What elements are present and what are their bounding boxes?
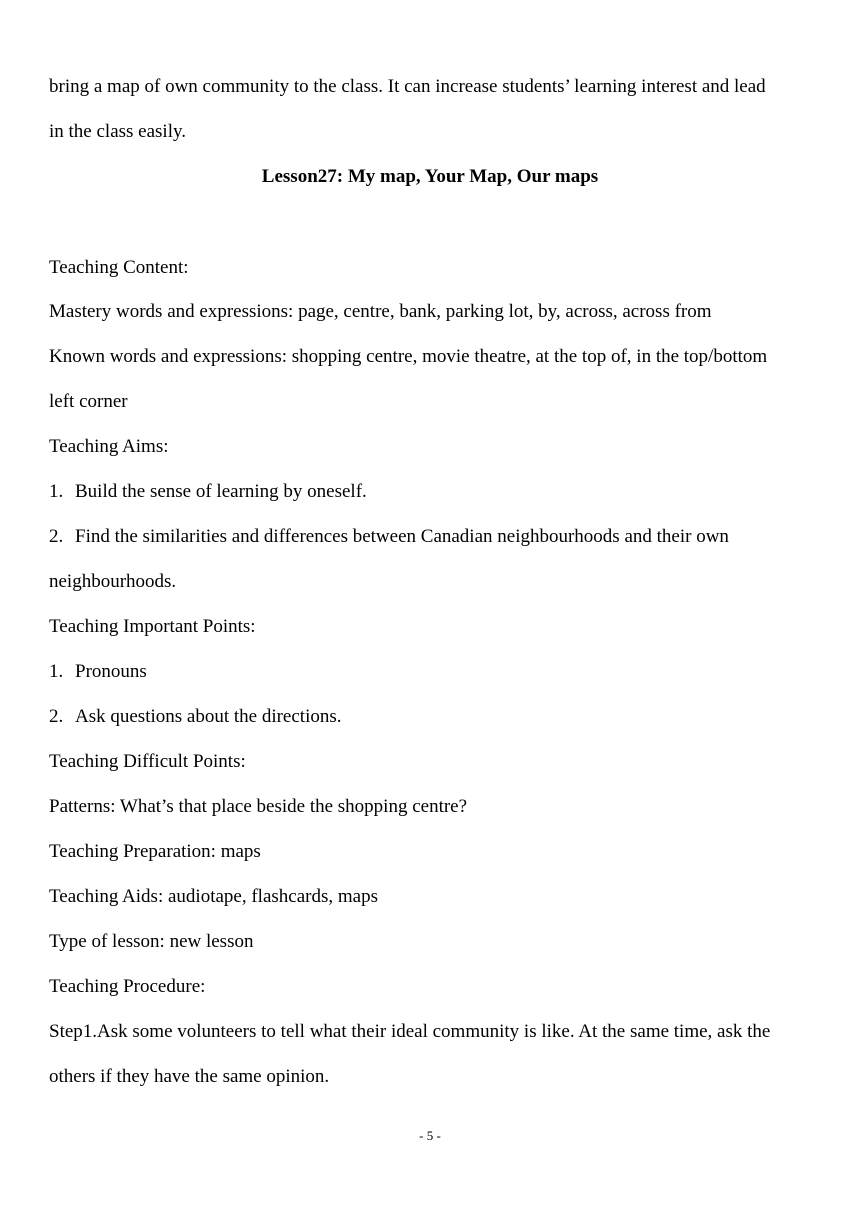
teaching-preparation-line: Teaching Preparation: maps <box>49 841 261 862</box>
list-number: 2. <box>49 526 64 547</box>
list-number: 2. <box>49 706 64 727</box>
aim-item-2 <box>49 525 830 549</box>
important-point-item-1 <box>49 660 830 684</box>
important-point-text: Pronouns <box>75 661 147 682</box>
aim-text: Build the sense of learning by oneself. <box>75 481 367 502</box>
intro-paragraph-line-1: bring a map of own community to the class. It can increase students’ learning interest and lead <box>49 76 766 97</box>
important-point-text: Ask questions about the directions. <box>75 706 342 727</box>
lesson-type-line: Type of lesson: new lesson <box>49 931 254 952</box>
step1-line-1: Step1.Ask some volunteers to tell what their ideal community is like. At the same time, ask the <box>49 1021 771 1042</box>
important-points-heading: Teaching Important Points: <box>49 616 256 637</box>
aim-item-2-continuation: neighbourhoods. <box>49 571 177 592</box>
page-number: - 5 - <box>419 1128 441 1143</box>
teaching-content-heading: Teaching Content: <box>49 257 189 278</box>
teaching-procedure-heading: Teaching Procedure: <box>49 976 206 997</box>
important-point-item-2 <box>49 705 830 729</box>
teaching-aims-heading: Teaching Aims: <box>49 436 169 457</box>
teaching-aids-line: Teaching Aids: audiotape, flashcards, maps <box>49 886 378 907</box>
intro-paragraph-line-2: in the class easily. <box>49 121 187 142</box>
aim-item-1 <box>49 480 830 504</box>
aim-text: Find the similarities and differences between Canadian neighbourhoods and their own <box>75 526 729 547</box>
difficult-points-heading: Teaching Difficult Points: <box>49 751 246 772</box>
known-words-line-1: Known words and expressions: shopping centre, movie theatre, at the top of, in the top/bottom <box>49 346 768 367</box>
lesson-title: Lesson27: My map, Your Map, Our maps <box>261 166 599 187</box>
patterns-line: Patterns: What’s that place beside the shopping centre? <box>49 796 468 817</box>
known-words-line-2: left corner <box>49 391 128 412</box>
list-number: 1. <box>49 661 64 682</box>
list-number: 1. <box>49 481 64 502</box>
step1-line-2: others if they have the same opinion. <box>49 1066 330 1087</box>
mastery-words-line: Mastery words and expressions: page, centre, bank, parking lot, by, across, across from <box>49 301 712 322</box>
